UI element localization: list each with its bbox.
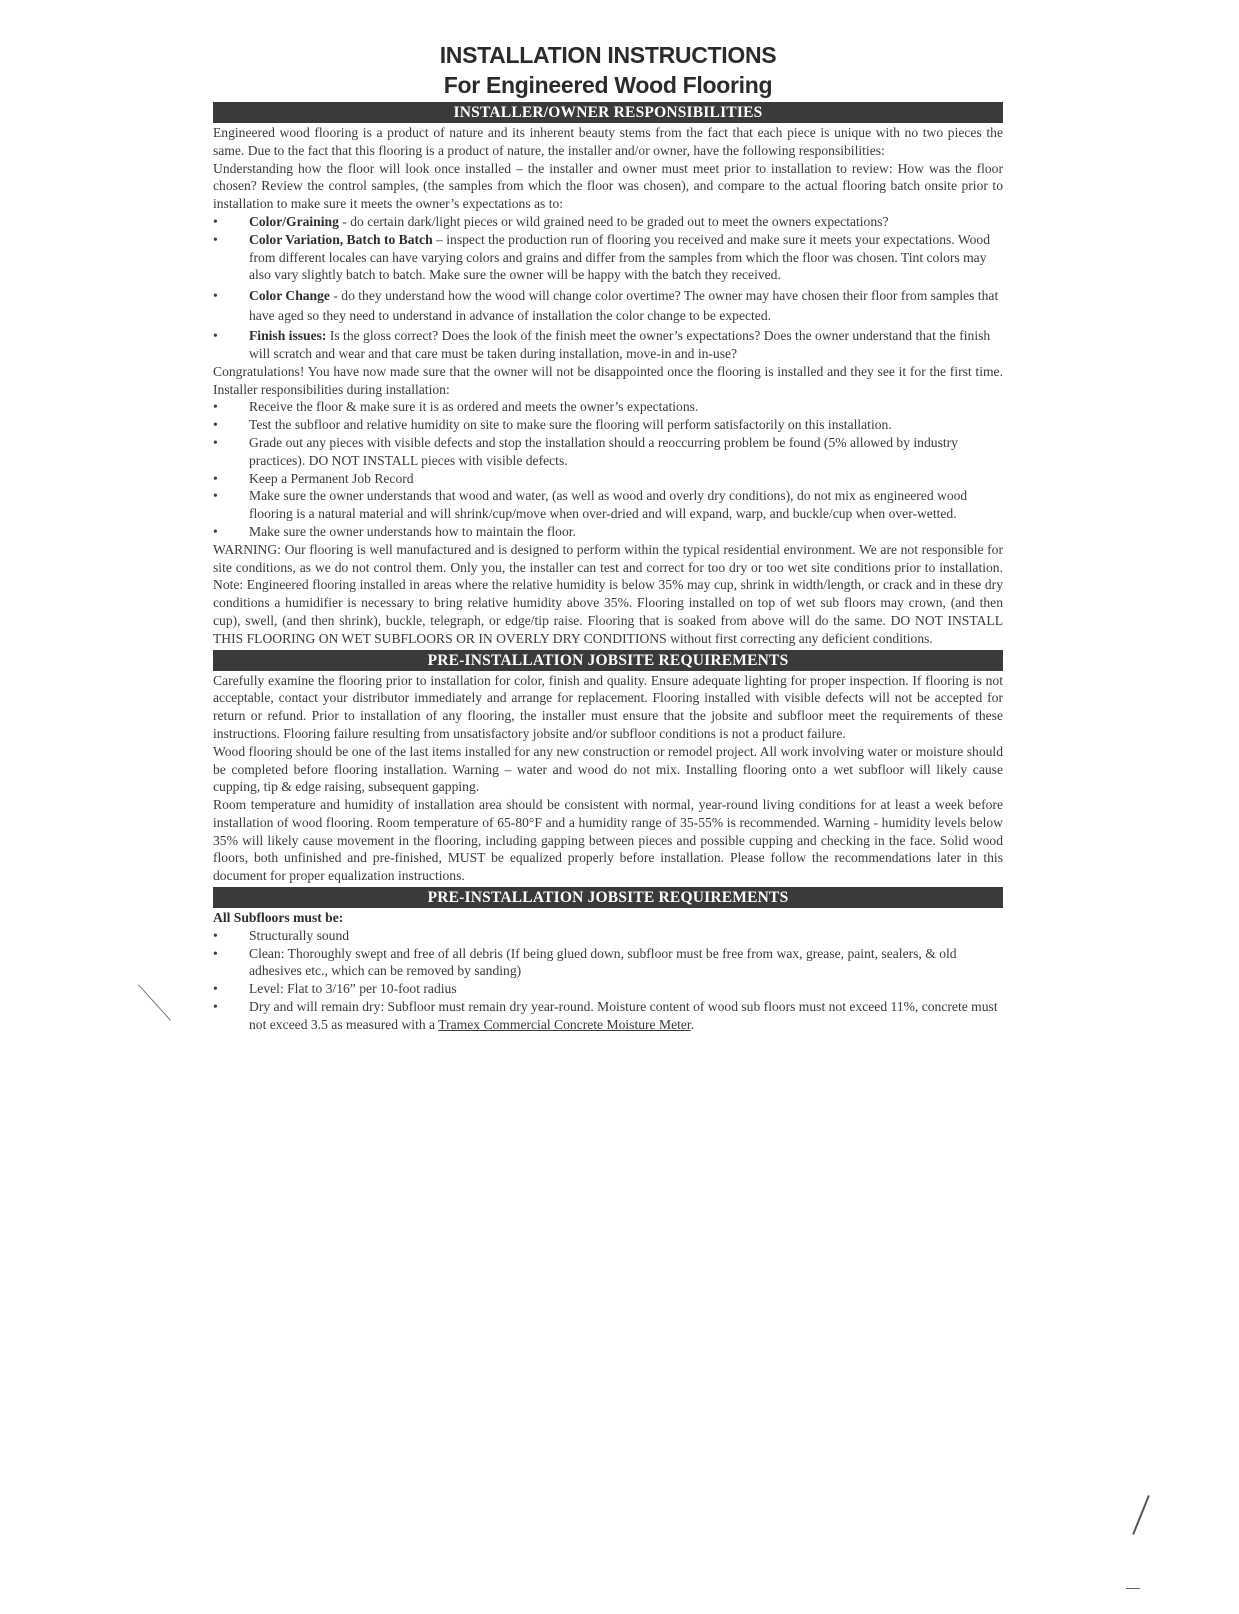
- room-conditions-paragraph: Room temperature and humidity of installation area should be consistent with normal, year-round living conditions for at least a week before installation of wood flooring. Room temperature of 65-80°F and a humidity range of 35-55% is recommended. Warning - humidity levels below 35% will likely cause movement in the flooring, including gapping between pieces and possible cupping and checking in the face. Solid wood floors, both unfinished and pre-finished, MUST be equalized properly before installation. Please follow the recommendations later in this document for proper equalization instructions.: [213, 797, 1003, 884]
- review-paragraph: Understanding how the floor will look once installed – the installer and owner must meet prior to installation to review: How was the floor chosen? Review the control samples, (the samples from which the floor was chosen), and compare to the actual flooring batch onsite prior to installation to make sure it meets the owner’s expectations as to:: [213, 160, 1003, 212]
- document-subtitle: For Engineered Wood Flooring: [443, 72, 773, 98]
- intro-paragraph: Engineered wood flooring is a product of nature and its inherent beauty stems from the fact that each piece is unique with no two pieces the same. Due to the fact that this flooring is a product of nature, the installer and/or owner, have the following responsibilities:: [213, 125, 1003, 158]
- list-item: • Color/Graining - do certain dark/light pieces or wild grained need to be graded out to meet the owners expectations?: [213, 213, 889, 229]
- scan-mark-dash: [1126, 1588, 1140, 1589]
- installer-responsibilities-list: [213, 398, 1003, 540]
- document-title: INSTALLATION INSTRUCTIONS: [439, 42, 777, 68]
- list-item: • Structurally sound: [213, 927, 350, 943]
- list-item: • Make sure the owner understands how to maintain the floor.: [213, 523, 576, 539]
- document-page: [213, 40, 1003, 1034]
- scan-mark-stroke: [1132, 1495, 1150, 1535]
- list-item: • Keep a Permanent Job Record: [213, 470, 414, 486]
- list-item: • Test the subfloor and relative humidity on site to make sure the flooring will perform satisfactorily on this installation.: [213, 417, 892, 433]
- moisture-meter-link: Tramex Commercial Concrete Moisture Meter: [438, 1016, 691, 1032]
- list-item: • Dry and will remain dry: Subfloor must remain dry year-round. Moisture content of wood sub floors must not exceed 11%, concrete must not exceed 3.5 as measured with a Tramex Commercial Concrete Moisture Meter.: [213, 999, 998, 1032]
- warning-paragraph: WARNING: Our flooring is well manufactured and is designed to perform within the typical residential environment. We are not responsible for site conditions, as we do not control them. Only you, the installer can test and correct for too dry or too wet site conditions prior to installation. Note: Engineered flooring installed in areas where the relative humidity is below 35% may cup, shrink in width/length, or crack and in these dry conditions a humidifier is necessary to bring relative humidity above 35%. Flooring installed on top of wet sub floors may crown, (and then cup), swell, (and then shrink), buckle, telegraph, or edge/tip raise. Flooring that is soaked from above will do the same. DO NOT INSTALL THIS FLOORING ON WET SUBFLOORS OR IN OVERLY DRY CONDITIONS without first correcting any deficient conditions.: [213, 541, 1003, 646]
- list-item: • Level: Flat to 3/16” per 10-foot radius: [213, 981, 457, 997]
- list-item: • Make sure the owner understands that wood and water, (as well as wood and overly dry conditions), do not mix as engineered wood flooring is a natural material and will shrink/cup/move when over-dried and will expand, warp, and buckle/cup when over-wetted.: [213, 488, 968, 522]
- subfloor-lead: All Subfloors must be:: [213, 910, 344, 926]
- congratulations-paragraph: Congratulations! You have now made sure that the owner will not be disappointed once the flooring is installed and they see it for the first time. Installer responsibilities during installation:: [213, 363, 1003, 397]
- list-item: • Finish issues: Is the gloss correct? Does the look of the finish meet the owner’s expectations? Does the owner understand that the finish will scratch and wear and that care must be taken during installation, move-in and in-use?: [213, 328, 991, 361]
- inspection-paragraph: Carefully examine the flooring prior to installation for color, finish and quality. Ensure adequate lighting for proper inspection. If flooring is not acceptable, contact your distributor immediately and arrange for replacement. Flooring installed with visible defects will not be accepted for return or refund. Prior to installation of any flooring, the installer must ensure that the jobsite and subfloor meet the requirements of these instructions. Flooring failure resulting from unsatisfactory jobsite and/or subfloor conditions is not a product failure.: [213, 672, 1003, 741]
- list-item: • Clean: Thoroughly swept and free of all debris (If being glued down, subfloor must be free from wax, grease, paint, sealers, & old adhesives etc., which can be removed by sanding): [213, 945, 957, 979]
- section-header-subfloor: PRE-INSTALLATION JOBSITE REQUIREMENTS: [213, 887, 1003, 908]
- list-item: • Grade out any pieces with visible defects and stop the installation should a reoccurring problem be found (5% allowed by industry practices). DO NOT INSTALL pieces with visible defects.: [213, 434, 958, 468]
- construction-paragraph: Wood flooring should be one of the last items installed for any new construction or remodel project. All work involving water or moisture should be completed before flooring installation. Warning – water and wood do not mix. Installing flooring onto a wet subfloor will likely cause cupping, tip & edge raising, subsequent gapping.: [213, 743, 1003, 795]
- list-item: • Color Change - do they understand how the wood will change color overtime? The owner may have chosen their floor from samples that have aged so they need to understand in advance of installation the color change to be expected.: [213, 288, 999, 323]
- scan-mark-line: [138, 984, 171, 1020]
- list-item: • Receive the floor & make sure it is as ordered and meets the owner’s expectations.: [213, 399, 699, 415]
- section-header-pre-installation: PRE-INSTALLATION JOBSITE REQUIREMENTS: [213, 650, 1003, 671]
- expectations-list: [213, 213, 1003, 363]
- list-item: • Color Variation, Batch to Batch – inspect the production run of flooring you received and make sure it meets your expectations. Wood from different locales can have varying colors and grains and differ from the samples from which the floor was chosen. Tint colors may also vary slightly batch to batch. Make sure the owner will be happy with the batch they received.: [213, 231, 991, 283]
- subfloor-requirements-list: [213, 927, 1003, 1034]
- section-header-responsibilities: INSTALLER/OWNER RESPONSIBILITIES: [213, 102, 1003, 123]
